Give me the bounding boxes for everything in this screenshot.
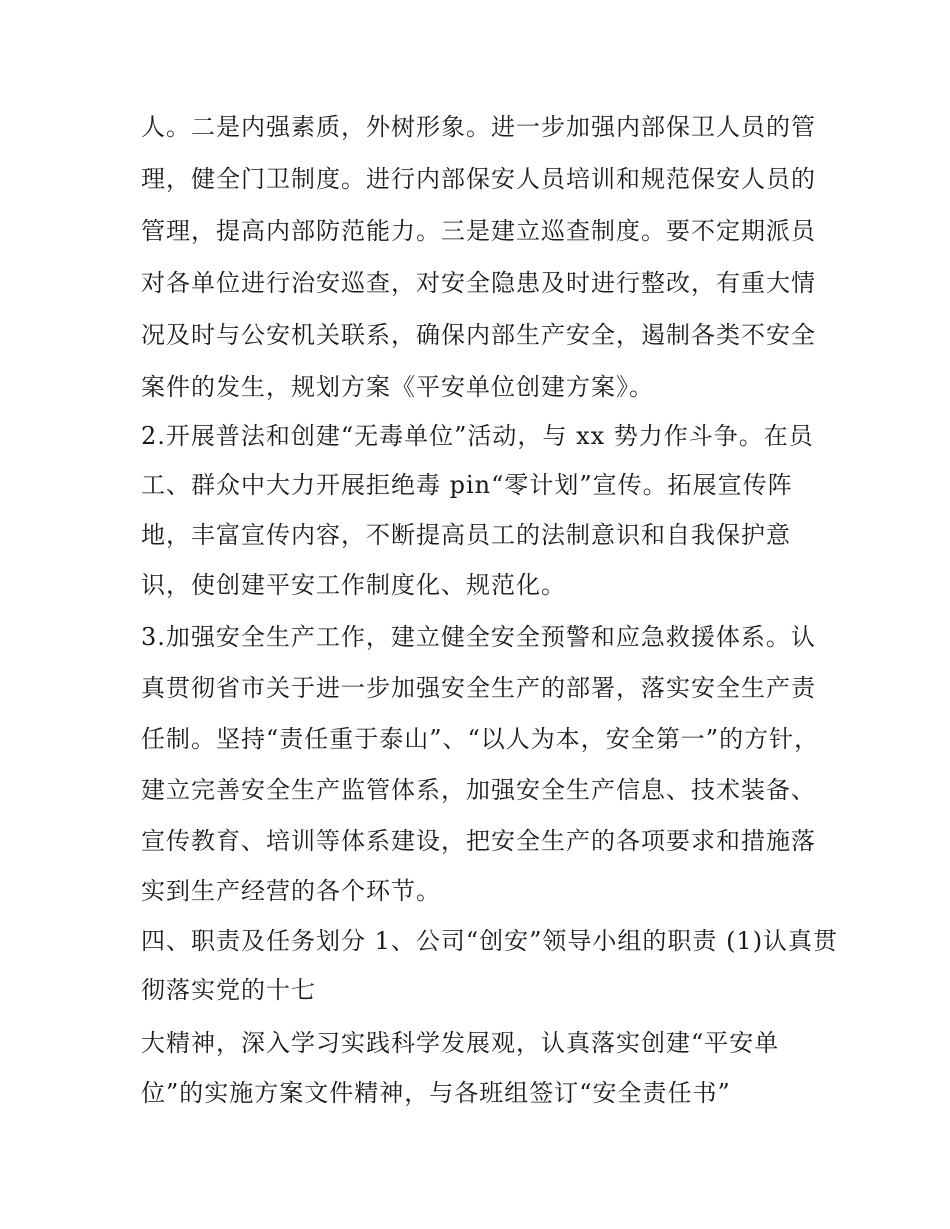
text-line: 人。二是内强素质，外树形象。进一步加强内部保卫人员的管	[141, 113, 816, 141]
text-line: 实到生产经营的各个环节。	[141, 877, 441, 905]
text-line: 2.开展普法和创建“无毒单位”活动，与 xx 势力作斗争。在员	[141, 422, 814, 450]
text-line: 识，使创建平安工作制度化、规范化。	[141, 571, 566, 599]
text-line: 案件的发生，规划方案《平安单位创建方案》。	[141, 373, 654, 401]
text-line: 3.加强安全生产工作，建立健全安全预警和应急救援体系。认	[141, 623, 816, 651]
text-line: 况及时与公安机关联系，确保内部生产安全，遏制各类不安全	[141, 321, 816, 349]
text-line: 工、群众中大力开展拒绝毒 pin“零计划”宣传。拓展宣传阵	[141, 471, 793, 499]
text-line: 宣传教育、培训等体系建设，把安全生产的各项要求和措施落	[141, 827, 816, 855]
text-line: 对各单位进行治安巡查，对安全隐患及时进行整改，有重大情	[141, 269, 816, 297]
text-line: 四、职责及任务划分 1、公司“创安”领导小组的职责 (1)认真贯	[141, 927, 839, 955]
text-line: 大精神，深入学习实践科学发展观，认真落实创建“平安单	[141, 1029, 780, 1057]
text-line: 地，丰富宣传内容，不断提高员工的法制意识和自我保护意	[141, 521, 791, 549]
text-line: 理，健全门卫制度。进行内部保安人员培训和规范保安人员的	[141, 165, 816, 193]
text-line: 彻落实党的十七	[141, 976, 316, 1004]
text-line: 任制。坚持“责任重于泰山”、“以人为本，安全第一”的方针，	[141, 725, 820, 753]
text-line: 建立完善安全生产监管体系，加强安全生产信息、技术装备、	[141, 776, 816, 804]
text-line: 真贯彻省市关于进一步加强安全生产的部署，落实安全生产责	[141, 674, 816, 702]
text-line: 位”的实施方案文件精神，与各班组签订“安全责任书”	[141, 1079, 731, 1107]
text-line: 管理，提高内部防范能力。三是建立巡查制度。要不定期派员	[141, 217, 816, 245]
